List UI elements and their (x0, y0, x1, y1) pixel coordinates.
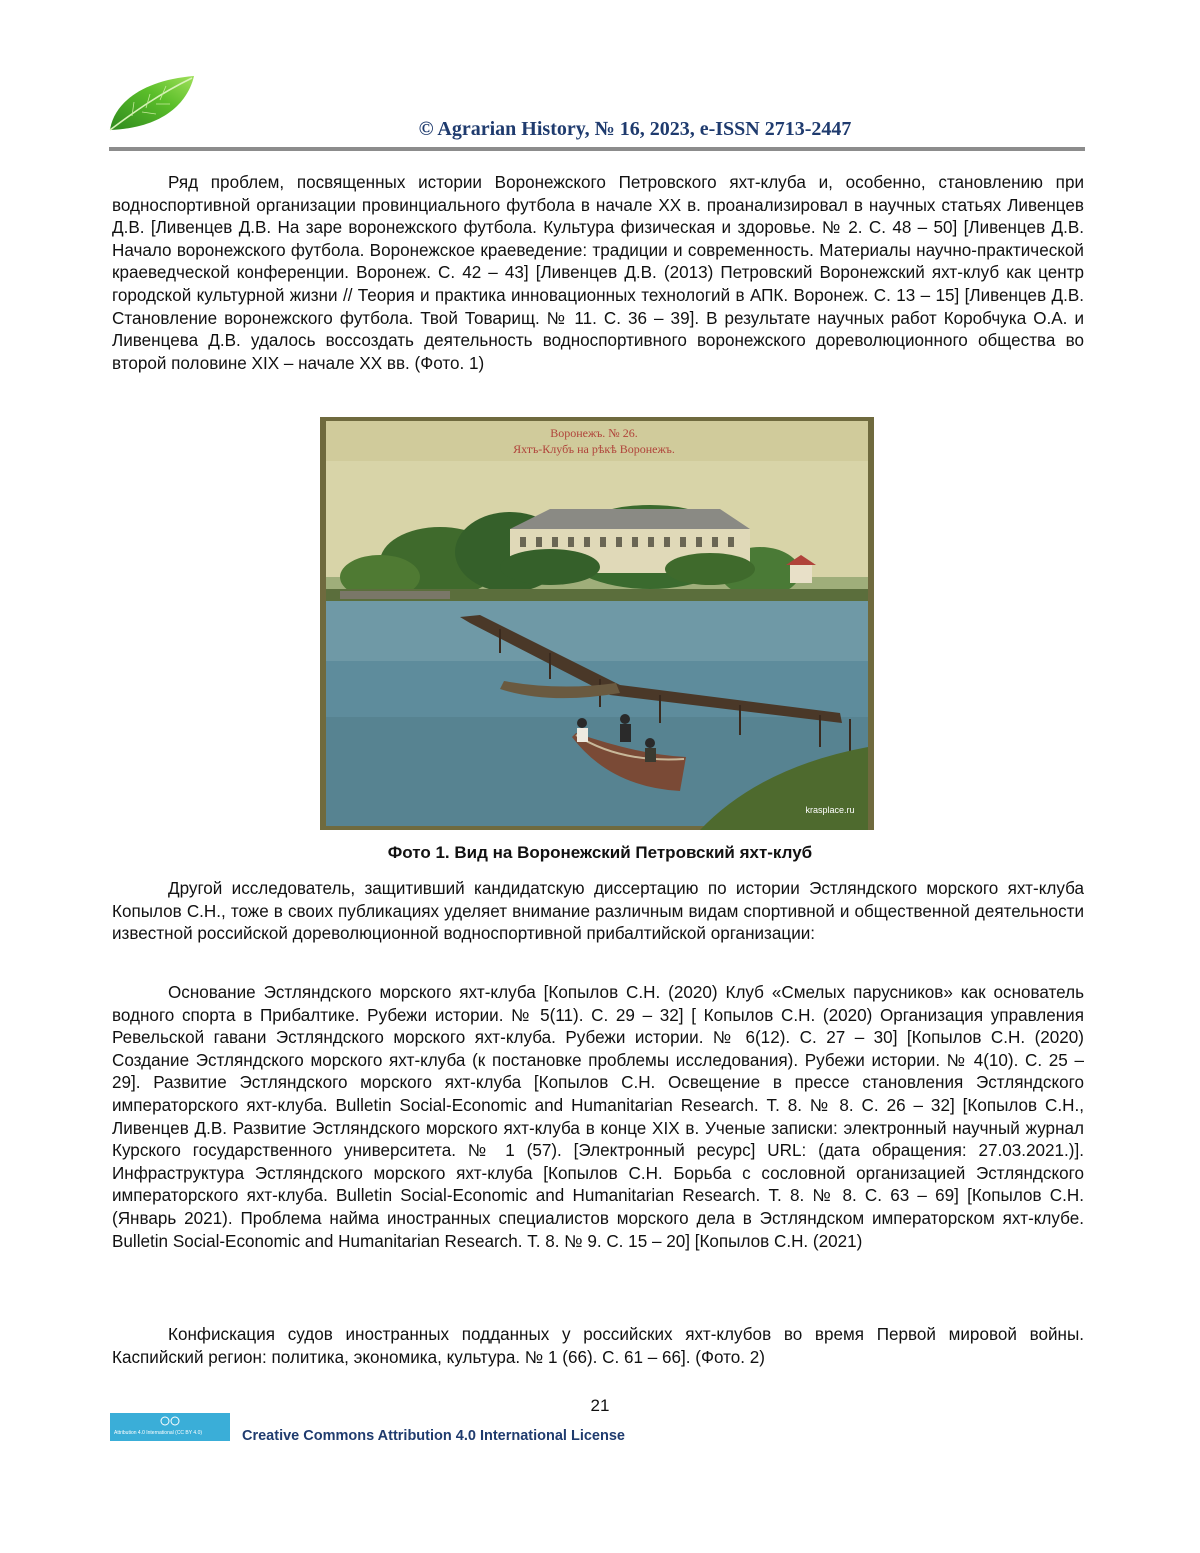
paragraph-4: Конфискация судов иностранных подданных у российских яхт-клубов во время Первой мировой войны. Каспийский регион: политика, экономика, культура. № 1 (66). С. 61 – 66]. (Фото. 2) (112, 1325, 1084, 1367)
page-number: 21 (590, 1396, 610, 1415)
photo-title-line2: Яхтъ-Клубъ на рѣкѣ Воронежъ. (513, 442, 675, 456)
paragraph-3: Основание Эстляндского морского яхт-клуба [Копылов С.Н. (2020) Клуб «Смелых парусников» как основатель водного спорта в Прибалтике. Рубежи истории. № 5(11). С. 29 – 32] [ Копылов С.Н. (2020) Организация управления Ревельской гавани Эстляндского морского яхт-клуба. Рубежи истории. № 6(12). С. 27 – 30] [Копылов С.Н. (2020) Создание Эстляндского морского яхт-клуба (к постановке проблемы исследования). Рубежи истории. № 4(10). С. 25 – 29]. Развитие Эстляндского морского яхт-клуба [Копылов С.Н. Освещение в прессе становления Эстляндского императорского яхт-клуба. Bulletin Social-Economic and Humanitarian Research. Т. 8. № 8. С. 26 – 32] [Копылов С.Н., Ливенцев Д.В. Развитие Эстляндского морского яхт-клуба в конце XIX в. Ученые записки: электронный научный журнал Курского государственного университета. № 1 (57). [Электронный ресурс] URL: (дата обращения: 27.03.2021.)]. Инфраструктура Эстляндского морского яхт-клуба [Копылов С.Н. Борьба с сословной организацией Эстляндского императорского яхт-клуба. Bulletin Social-Economic and Humanitarian Research. Т. 8. № 8. С. 63 – 69] [Копылов С.Н. (Январь 2021). Проблема найма иностранных специалистов морского дела в Эстляндском императорском яхт-клубе. Bulletin Social-Economic and Humanitarian Research. Т. 8. № 9. С. 15 – 20] [Копылов С.Н. (2021) (112, 983, 1084, 1251)
journal-header: © Agrarian History, № 16, 2023, e-ISSN 2713-2447 (418, 118, 852, 140)
figure-caption: Фото 1. Вид на Воронежский Петровский яхт-клуб (387, 843, 813, 862)
photo-title-line1: Воронежъ. № 26. (550, 426, 638, 440)
paragraph-2: Другой исследователь, защитивший кандидатскую диссертацию по истории Эстляндского морского яхт-клуба Копылов С.Н., тоже в своих публикациях уделяет внимание различным видам спортивной и общественной деятельности известной российской дореволюционной водноспортивной прибалтийской организации: (112, 879, 1084, 944)
cc-license-badge[interactable] (110, 1413, 230, 1441)
header-rule (109, 147, 1085, 151)
cc-badge-text: Attribution 4.0 International (CC BY 4.0) (114, 1430, 203, 1436)
yacht-club-photo (320, 417, 874, 830)
cc-by-icon (160, 1416, 180, 1426)
photo-watermark: krasplace.ru (805, 805, 855, 815)
paragraph-1: Ряд проблем, посвященных истории Воронежского Петровского яхт-клуба и, особенно, становлению при водноспортивной организации провинциального футбола в начале XX в. проанализировал в научных статьях Ливенцев Д.В. [Ливенцев Д.В. На заре воронежского футбола. Культура физическая и здоровье. № 2. С. 48 – 50] [Ливенцев Д.В. Начало воронежского футбола. Воронежское краеведение: традиции и современность. Материалы научно-практической краеведческой конференции. Воронеж. С. 42 – 43] [Ливенцев Д.В. (2013) Петровский Воронежский яхт-клуб как центр городской культурной жизни // Теория и практика инновационных технологий в АПК. Воронеж. С. 13 – 15] [Ливенцев Д.В. Становление воронежского футбола. Твой Товарищ. № 11. С. 36 – 39]. В результате научных работ Коробчука О.А. и Ливенцева Д.В. удалось воссоздать деятельность водноспортивного воронежского дореволюционного общества во второй половине XIX – начале XX вв. (Фото. 1) (112, 173, 1084, 373)
license-link[interactable]: Creative Commons Attribution 4.0 International License (242, 1428, 625, 1444)
